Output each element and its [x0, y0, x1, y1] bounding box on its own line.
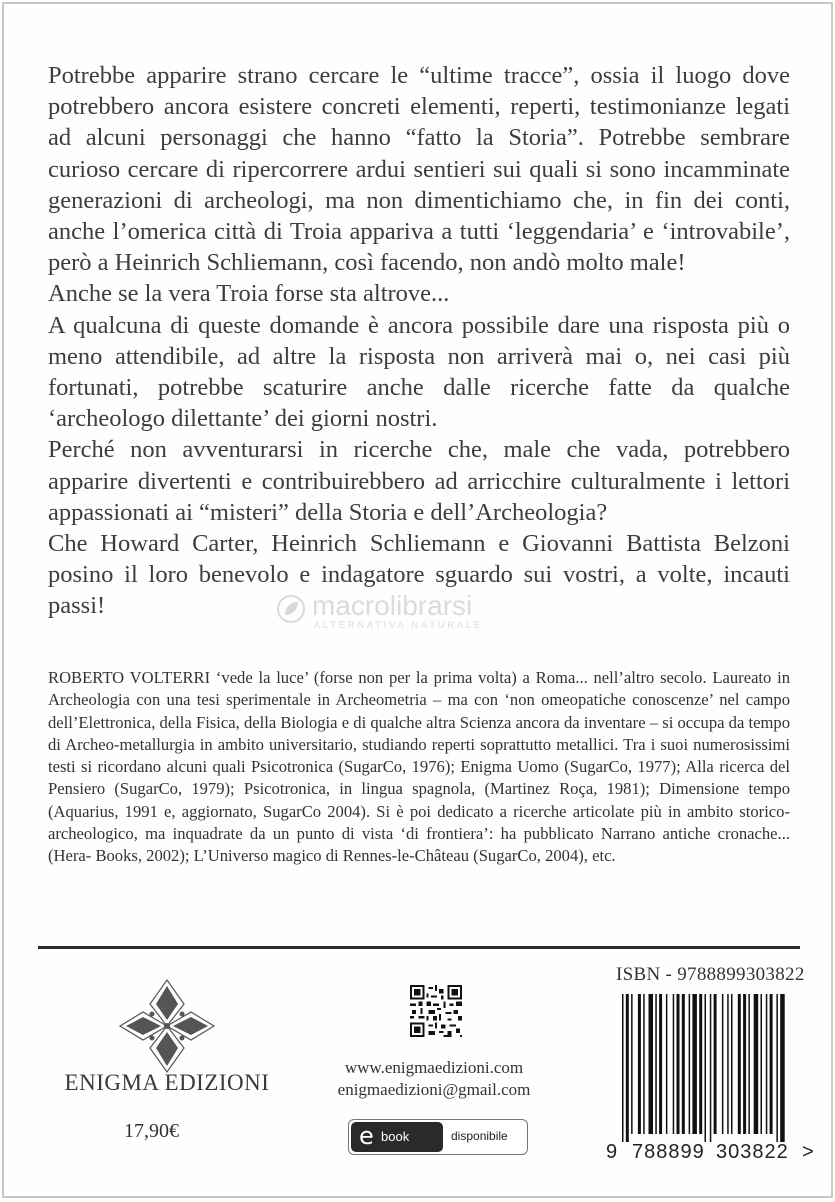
publisher-website[interactable]: www.enigmaedizioni.com	[344, 1058, 524, 1077]
publisher-name: ENIGMA EDIZIONI	[64, 1070, 270, 1095]
ebook-logo	[351, 1122, 443, 1152]
blurb-text	[48, 60, 790, 622]
barcode-bar	[738, 994, 741, 1134]
book-back-cover	[2, 2, 833, 1198]
barcode-bar	[743, 994, 746, 1134]
barcode-bar	[761, 994, 763, 1134]
ebook-status: disponibile	[451, 1129, 508, 1143]
barcode-right-digits: 303822	[716, 1141, 789, 1162]
barcode-arrow: >	[802, 1141, 814, 1162]
barcode-bar	[770, 994, 773, 1134]
watermark	[276, 592, 576, 632]
barcode-bar	[780, 994, 785, 1142]
barcode-bar	[643, 994, 645, 1134]
ebook-word: book	[381, 1129, 410, 1144]
barcode-bar	[638, 994, 641, 1134]
isbn-label: ISBN - 9788899303822	[616, 964, 805, 985]
ornamental-cross-logo-icon	[112, 976, 222, 1076]
barcode-bar	[649, 994, 654, 1134]
price: 17,90€	[124, 1120, 179, 1142]
leaf-circle-icon	[276, 594, 306, 624]
barcode-bar	[705, 994, 707, 1142]
blurb-paragraph-4: Perché non avventurarsi in ricerche che, male che vada, potrebbero apparire divertenti e contribuirebbero ad arricchire culturalmente i lettori appassionati ai “misteri” della Storia e dell’Archeologia?	[48, 436, 790, 526]
barcode-bar	[710, 994, 712, 1142]
barcode-bar	[699, 994, 702, 1134]
barcode-bar	[622, 994, 624, 1142]
blurb-paragraph-2: Anche se la vera Troia forse sta altrove...	[48, 280, 450, 308]
barcode-bar	[748, 994, 750, 1134]
barcode-bar	[731, 994, 733, 1134]
barcode-bar	[714, 994, 717, 1134]
barcode-bar	[626, 994, 629, 1142]
qr-code-icon	[410, 985, 462, 1037]
barcode-icon	[604, 992, 816, 1162]
blurb-paragraph-1: Potrebbe apparire strano cercare le “ultime tracce”, ossia il luogo dove potrebbero ancora esistere concreti elementi, reperti, testimonianze legati ad alcuni personaggi che hanno “fatto la Storia”. Potrebbe sembrare curioso cercare di ripercorrere ardui sentieri sui quali si sono incamminate generazioni di archeologi, ma non dimentichiamo che, in fin dei conti, anche l’omerica città di Troia appariva a tutti ‘leggendaria’ e ‘introvabile’, però a Heinrich Schliemann, così facendo, non andò molto male!	[48, 62, 790, 277]
barcode-bar	[655, 994, 657, 1134]
barcode-bar	[631, 994, 633, 1134]
barcode-bar	[766, 994, 768, 1134]
barcode-bar	[754, 994, 759, 1134]
author-bio	[48, 667, 790, 868]
ebook-badge	[348, 1119, 528, 1155]
barcode-bar	[727, 994, 729, 1134]
divider	[38, 946, 800, 949]
barcode-bar	[673, 994, 675, 1134]
barcode-bar	[722, 994, 724, 1134]
barcode-bar	[659, 994, 662, 1134]
barcode-bar	[692, 994, 697, 1134]
blurb-paragraph-5: Che Howard Carter, Heinrich Schliemann e Giovanni Battista Belzoni posino il loro benevolo e indagatore sguardo sui vostri, a volte, incauti passi!	[48, 530, 790, 620]
ebook-letter: e	[359, 1122, 374, 1150]
barcode-bar	[776, 994, 778, 1142]
watermark-tagline: ALTERNATIVA NATURALE	[314, 620, 483, 630]
publisher-email[interactable]: enigmaedizioni@gmail.com	[337, 1080, 531, 1099]
barcode-bar	[677, 994, 680, 1134]
barcode-bar	[666, 994, 668, 1134]
blurb-paragraph-3: A qualcuna di queste domande è ancora possibile dare una risposta più o meno attendibile, ad altre la risposta non arriverà mai o, nei casi più fortunati, potrebbe scaturire anche dalle ricerche fatte da qualche ‘archeologo dilettante’ dei giorni nostri.	[48, 311, 790, 433]
barcode-left-digits: 788899	[632, 1141, 705, 1162]
watermark-name: macrolibrarsi	[312, 590, 473, 621]
barcode-lead-digit: 9	[606, 1141, 618, 1162]
barcode-bar	[682, 994, 685, 1134]
author-bio-text: ROBERTO VOLTERRI ‘vede la luce’ (forse non per la prima volta) a Roma... nell’altro secolo. Laureato in Archeologia con una tesi sperimentale in Archeometria – ma con ‘non omeopatiche conoscenze’ nel campo dell’Elettronica, della Fisica, della Biologia e di qualche altra Scienza ancora da inventare – si occupa da tempo di Archeo-metallurgia in ambito universitario, studiando reperti soprattutto metallici. Tra i suoi numerosissimi testi si ricordano alcuni quali Psicotronica (SugarCo, 1976); Enigma Uomo (SugarCo, 1977); Alla ricerca del Pensiero (SugarCo, 1979); Psicotronica, in lingua spagnola, (Martinez Roça, 1981); Dimensione tempo (Aquarius, 1991 e, aggiornato, SugarCo 2004). Si è poi dedicato a ricerche articolate più in ambito storico-archeologico, ma inquadrate da un punto di vista ‘di frontiera’: ha pubblicato Narrano antiche cronache... (Hera- Books, 2002); L’Universo magico di Rennes-le-Château (SugarCo, 2004), etc.	[48, 668, 790, 866]
barcode-bar	[689, 994, 691, 1134]
